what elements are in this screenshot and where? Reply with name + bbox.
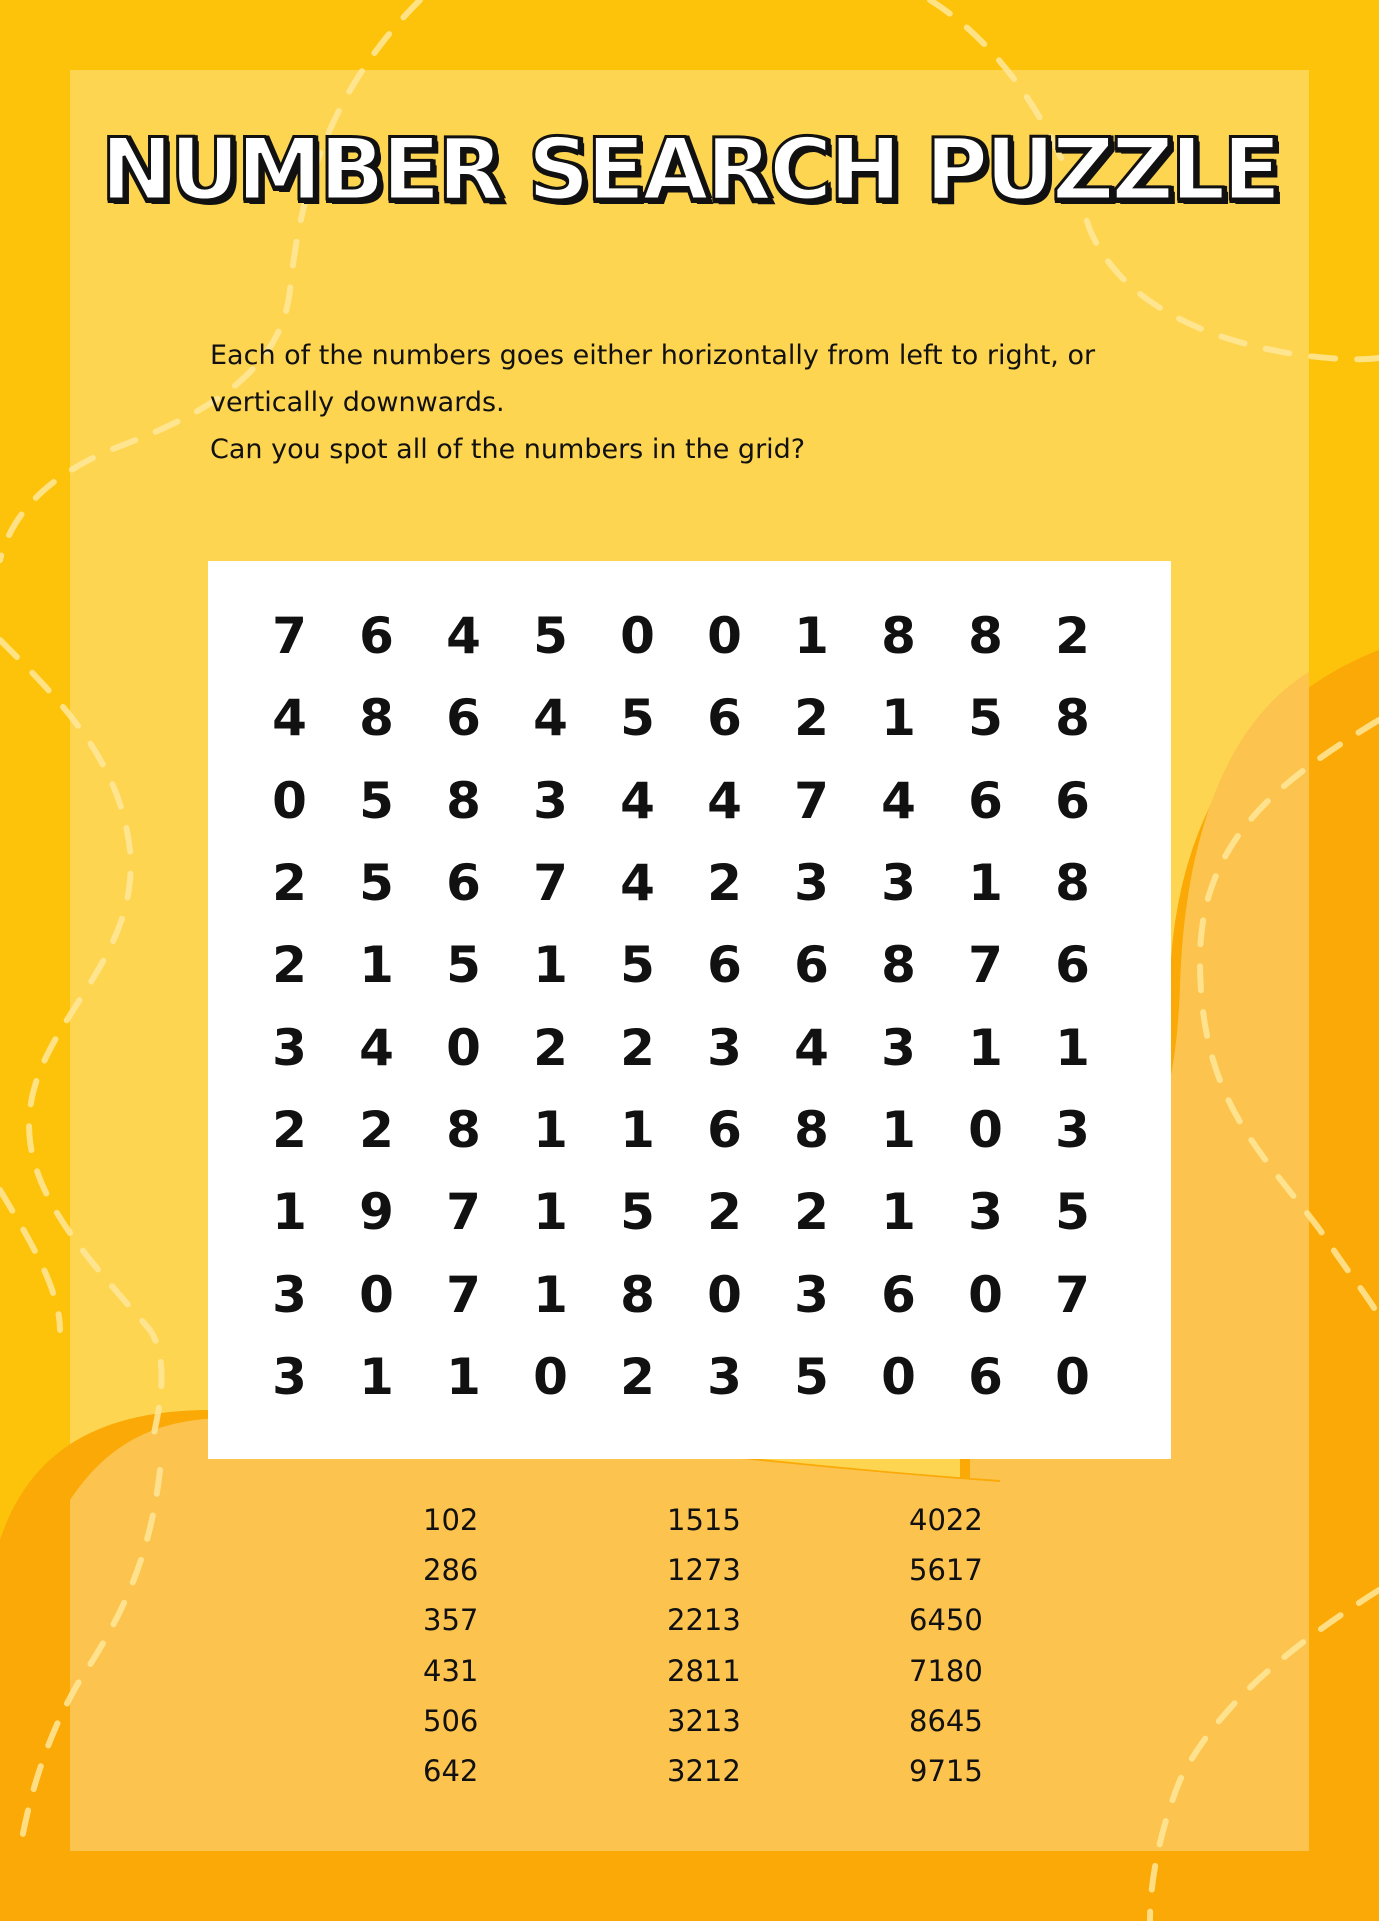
word-list-column-2 [667, 1495, 867, 1796]
grid-cell[interactable]: 5 [533, 607, 568, 666]
grid-cell[interactable]: 3 [794, 854, 829, 913]
word-list-item: 5617 [909, 1553, 983, 1588]
word-list-item: 4022 [909, 1503, 983, 1537]
grid-cell[interactable]: 0 [968, 1265, 1003, 1324]
page-title: NUMBER SEARCH PUZZLE [100, 120, 1279, 220]
grid-cell[interactable]: 5 [620, 936, 655, 995]
grid-cell[interactable]: 3 [272, 1265, 307, 1324]
grid-cell[interactable]: 1 [968, 1018, 1003, 1077]
grid-cell[interactable]: 6 [446, 689, 481, 748]
grid-cell[interactable]: 6 [968, 1347, 1003, 1406]
grid-cell[interactable]: 2 [620, 1347, 655, 1406]
grid-cell[interactable]: 7 [446, 1265, 481, 1324]
grid-cell[interactable]: 6 [1055, 936, 1090, 995]
grid-cell[interactable]: 6 [881, 1265, 916, 1324]
word-list-item: 3213 [667, 1703, 741, 1738]
word-list-column-3 [909, 1495, 1109, 1796]
grid-cell[interactable]: 2 [1055, 607, 1090, 666]
grid-cell[interactable]: 8 [881, 607, 916, 666]
grid-cell[interactable]: 2 [620, 1018, 655, 1077]
grid-cell[interactable]: 2 [272, 936, 307, 995]
instructions-line-3: Can you spot all of the numbers in the grid? [210, 434, 806, 465]
grid-cell[interactable]: 1 [533, 1183, 568, 1242]
instructions [210, 332, 1210, 473]
word-list-item: 102 [423, 1503, 479, 1537]
word-list-item: 9715 [909, 1753, 983, 1788]
grid-cell[interactable]: 2 [794, 1183, 829, 1242]
grid-cell[interactable]: 8 [794, 1100, 829, 1159]
grid-cell[interactable]: 1 [533, 936, 568, 995]
grid-cell[interactable]: 1 [794, 607, 829, 666]
word-list-item: 3212 [667, 1753, 741, 1788]
grid-cell[interactable]: 0 [968, 1100, 1003, 1159]
grid-cell[interactable]: 1 [359, 1347, 394, 1406]
grid-cell[interactable]: 4 [359, 1018, 394, 1077]
grid-cell[interactable]: 7 [968, 936, 1003, 995]
grid-cell[interactable]: 8 [620, 1265, 655, 1324]
grid-cell[interactable]: 4 [881, 771, 916, 830]
grid-cell[interactable]: 3 [272, 1347, 307, 1406]
grid-cell[interactable]: 1 [533, 1265, 568, 1324]
instructions-line-1: Each of the numbers goes either horizontally from left to right, or [210, 340, 1096, 371]
grid-cell[interactable]: 8 [881, 936, 916, 995]
word-list-item: 6450 [909, 1603, 983, 1638]
grid-cell[interactable]: 7 [533, 854, 568, 913]
puzzle-grid-panel [208, 561, 1171, 1459]
grid-cell[interactable]: 2 [794, 689, 829, 748]
word-list-item: 2811 [667, 1653, 741, 1688]
grid-cell[interactable]: 0 [707, 1265, 742, 1324]
grid-cell[interactable]: 2 [272, 854, 307, 913]
grid-cell[interactable]: 0 [620, 607, 655, 666]
grid-cell[interactable]: 3 [1055, 1100, 1090, 1159]
word-list-item: 286 [423, 1553, 479, 1588]
grid-cell[interactable]: 5 [446, 936, 481, 995]
grid-cell[interactable]: 6 [1055, 771, 1090, 830]
grid-cell[interactable]: 5 [968, 689, 1003, 748]
grid-cell[interactable]: 5 [359, 854, 394, 913]
grid-cell[interactable]: 4 [620, 854, 655, 913]
grid-cell[interactable]: 6 [359, 607, 394, 666]
grid-cell[interactable]: 0 [707, 607, 742, 666]
grid-cell[interactable]: 1 [881, 689, 916, 748]
grid-cell[interactable]: 3 [533, 771, 568, 830]
grid-cell[interactable]: 3 [968, 1183, 1003, 1242]
puzzle-grid [246, 595, 1116, 1418]
grid-cell[interactable]: 5 [620, 1183, 655, 1242]
grid-cell[interactable]: 0 [533, 1347, 568, 1406]
grid-cell[interactable]: 2 [272, 1100, 307, 1159]
grid-cell[interactable]: 4 [620, 771, 655, 830]
grid-cell[interactable]: 0 [446, 1018, 481, 1077]
grid-cell[interactable]: 4 [707, 771, 742, 830]
grid-cell[interactable]: 6 [794, 936, 829, 995]
grid-cell[interactable]: 1 [359, 936, 394, 995]
grid-cell[interactable]: 1 [272, 1183, 307, 1242]
grid-cell[interactable]: 6 [707, 936, 742, 995]
instructions-line-2: vertically downwards. [210, 387, 505, 418]
grid-cell[interactable]: 2 [533, 1018, 568, 1077]
grid-cell[interactable]: 4 [533, 689, 568, 748]
grid-cell[interactable]: 6 [707, 1100, 742, 1159]
word-list-item: 7180 [909, 1653, 983, 1688]
word-list-item: 8645 [909, 1703, 983, 1738]
grid-cell[interactable]: 5 [359, 771, 394, 830]
grid-cell[interactable]: 0 [359, 1265, 394, 1324]
grid-cell[interactable]: 3 [707, 1018, 742, 1077]
grid-cell[interactable]: 6 [968, 771, 1003, 830]
grid-cell[interactable]: 0 [881, 1347, 916, 1406]
grid-cell[interactable]: 8 [359, 689, 394, 748]
grid-cell[interactable]: 5 [794, 1347, 829, 1406]
grid-cell[interactable]: 4 [794, 1018, 829, 1077]
grid-cell[interactable]: 3 [272, 1018, 307, 1077]
grid-cell[interactable]: 8 [1055, 854, 1090, 913]
grid-cell[interactable]: 4 [446, 607, 481, 666]
grid-cell[interactable]: 7 [446, 1183, 481, 1242]
grid-cell[interactable]: 2 [359, 1100, 394, 1159]
grid-cell[interactable]: 1 [1055, 1018, 1090, 1077]
grid-cell[interactable]: 6 [446, 854, 481, 913]
grid-cell[interactable]: 1 [881, 1183, 916, 1242]
grid-cell[interactable]: 5 [1055, 1183, 1090, 1242]
grid-cell[interactable]: 8 [1055, 689, 1090, 748]
grid-cell[interactable]: 1 [968, 854, 1003, 913]
grid-cell[interactable]: 1 [881, 1100, 916, 1159]
grid-cell[interactable]: 9 [359, 1183, 394, 1242]
word-list-item: 357 [423, 1603, 479, 1638]
grid-cell[interactable]: 7 [794, 771, 829, 830]
grid-cell[interactable]: 5 [620, 689, 655, 748]
word-list-item: 1273 [667, 1553, 741, 1588]
grid-cell[interactable]: 8 [968, 607, 1003, 666]
grid-cell[interactable]: 7 [1055, 1265, 1090, 1324]
word-list-item: 1515 [667, 1503, 741, 1537]
word-list-item: 506 [423, 1703, 479, 1738]
grid-cell[interactable]: 8 [446, 1100, 481, 1159]
word-list-item: 2213 [667, 1603, 741, 1638]
word-list-item: 431 [423, 1653, 479, 1688]
grid-cell[interactable]: 4 [272, 689, 307, 748]
word-list-item: 642 [423, 1753, 479, 1788]
grid-cell[interactable]: 2 [707, 854, 742, 913]
grid-cell[interactable]: 7 [272, 607, 307, 666]
grid-cell[interactable]: 0 [1055, 1347, 1090, 1406]
word-list-column-1 [423, 1495, 623, 1796]
grid-cell[interactable]: 8 [446, 771, 481, 830]
grid-cell[interactable]: 3 [881, 1018, 916, 1077]
grid-cell[interactable]: 0 [272, 771, 307, 830]
grid-cell[interactable]: 6 [707, 689, 742, 748]
grid-cell[interactable]: 1 [446, 1347, 481, 1406]
grid-cell[interactable]: 2 [707, 1183, 742, 1242]
grid-cell[interactable]: 1 [533, 1100, 568, 1159]
grid-cell[interactable]: 1 [620, 1100, 655, 1159]
grid-cell[interactable]: 3 [707, 1347, 742, 1406]
grid-cell[interactable]: 3 [794, 1265, 829, 1324]
grid-cell[interactable]: 3 [881, 854, 916, 913]
